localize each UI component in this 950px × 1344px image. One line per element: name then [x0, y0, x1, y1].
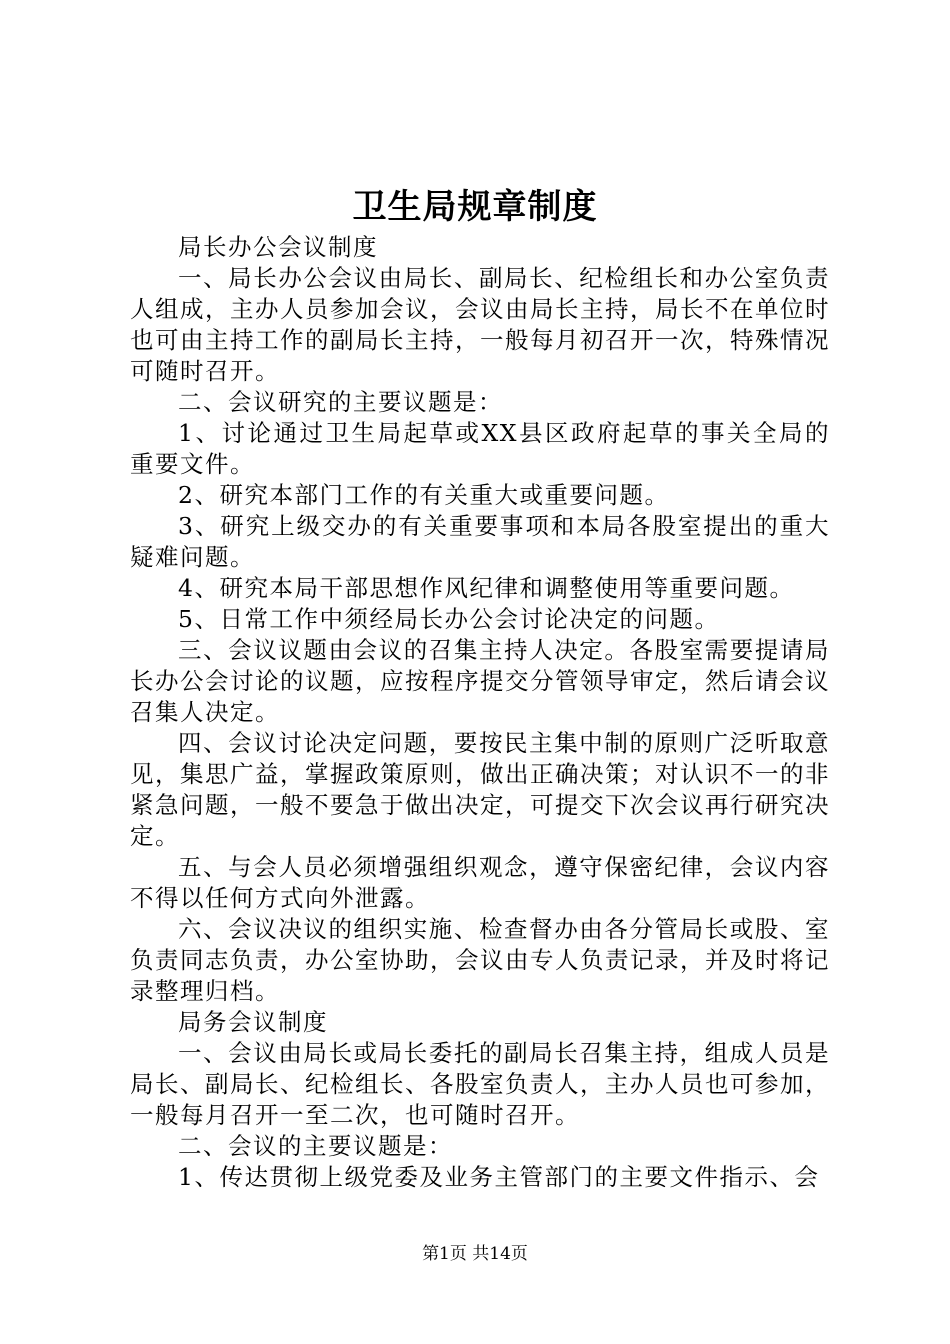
section-heading-office-meeting: 局长办公会议制度	[178, 233, 378, 261]
paragraph: 三、会议议题由会议的召集主持人决定。各股室需要提请局长办公会讨论的议题，应按程序提交分管领导审定，然后请会议召集人决定。	[130, 636, 830, 726]
paragraph: 六、会议决议的组织实施、检查督办由各分管局长或股、室负责同志负责，办公室协助，会议由专人负责记录，并及时将记录整理归档。	[130, 915, 830, 1005]
list-item: 1、传达贯彻上级党委及业务主管部门的主要文件指示、会	[178, 1163, 820, 1191]
list-item: 2、研究本部门工作的有关重大或重要问题。	[178, 481, 670, 509]
section-heading-affairs-meeting: 局务会议制度	[178, 1008, 328, 1036]
list-item: 5、日常工作中须经局长办公会讨论决定的问题。	[178, 605, 720, 633]
paragraph: 二、会议研究的主要议题是：	[178, 388, 503, 416]
paragraph: 五、与会人员必须增强组织观念，遵守保密纪律，会议内容不得以任何方式向外泄露。	[130, 853, 830, 912]
paragraph: 一、会议由局长或局长委托的副局长召集主持，组成人员是局长、副局长、纪检组长、各股室负责人，主办人员也可参加，一般每月召开一至二次，也可随时召开。	[130, 1039, 830, 1129]
list-item: 1、讨论通过卫生局起草或XX县区政府起草的事关全局的重要文件。	[130, 419, 830, 478]
list-item: 3、研究上级交办的有关重要事项和本局各股室提出的重大疑难问题。	[130, 512, 830, 571]
document-body	[130, 232, 830, 1193]
paragraph: 二、会议的主要议题是：	[178, 1132, 453, 1160]
page-number-footer: 第1页 共14页	[422, 1244, 528, 1264]
paragraph: 四、会议讨论决定问题，要按民主集中制的原则广泛听取意见，集思广益，掌握政策原则，做出正确决策；对认识不一的非紧急问题，一般不要急于做出决定，可提交下次会议再行研究决定。	[130, 729, 830, 850]
document-title: 卫生局规章制度	[352, 187, 598, 227]
list-item: 4、研究本局干部思想作风纪律和调整使用等重要问题。	[178, 574, 795, 602]
paragraph: 一、局长办公会议由局长、副局长、纪检组长和办公室负责人组成，主办人员参加会议，会议由局长主持，局长不在单位时也可由主持工作的副局长主持，一般每月初召开一次，特殊情况可随时召开。	[130, 264, 830, 385]
